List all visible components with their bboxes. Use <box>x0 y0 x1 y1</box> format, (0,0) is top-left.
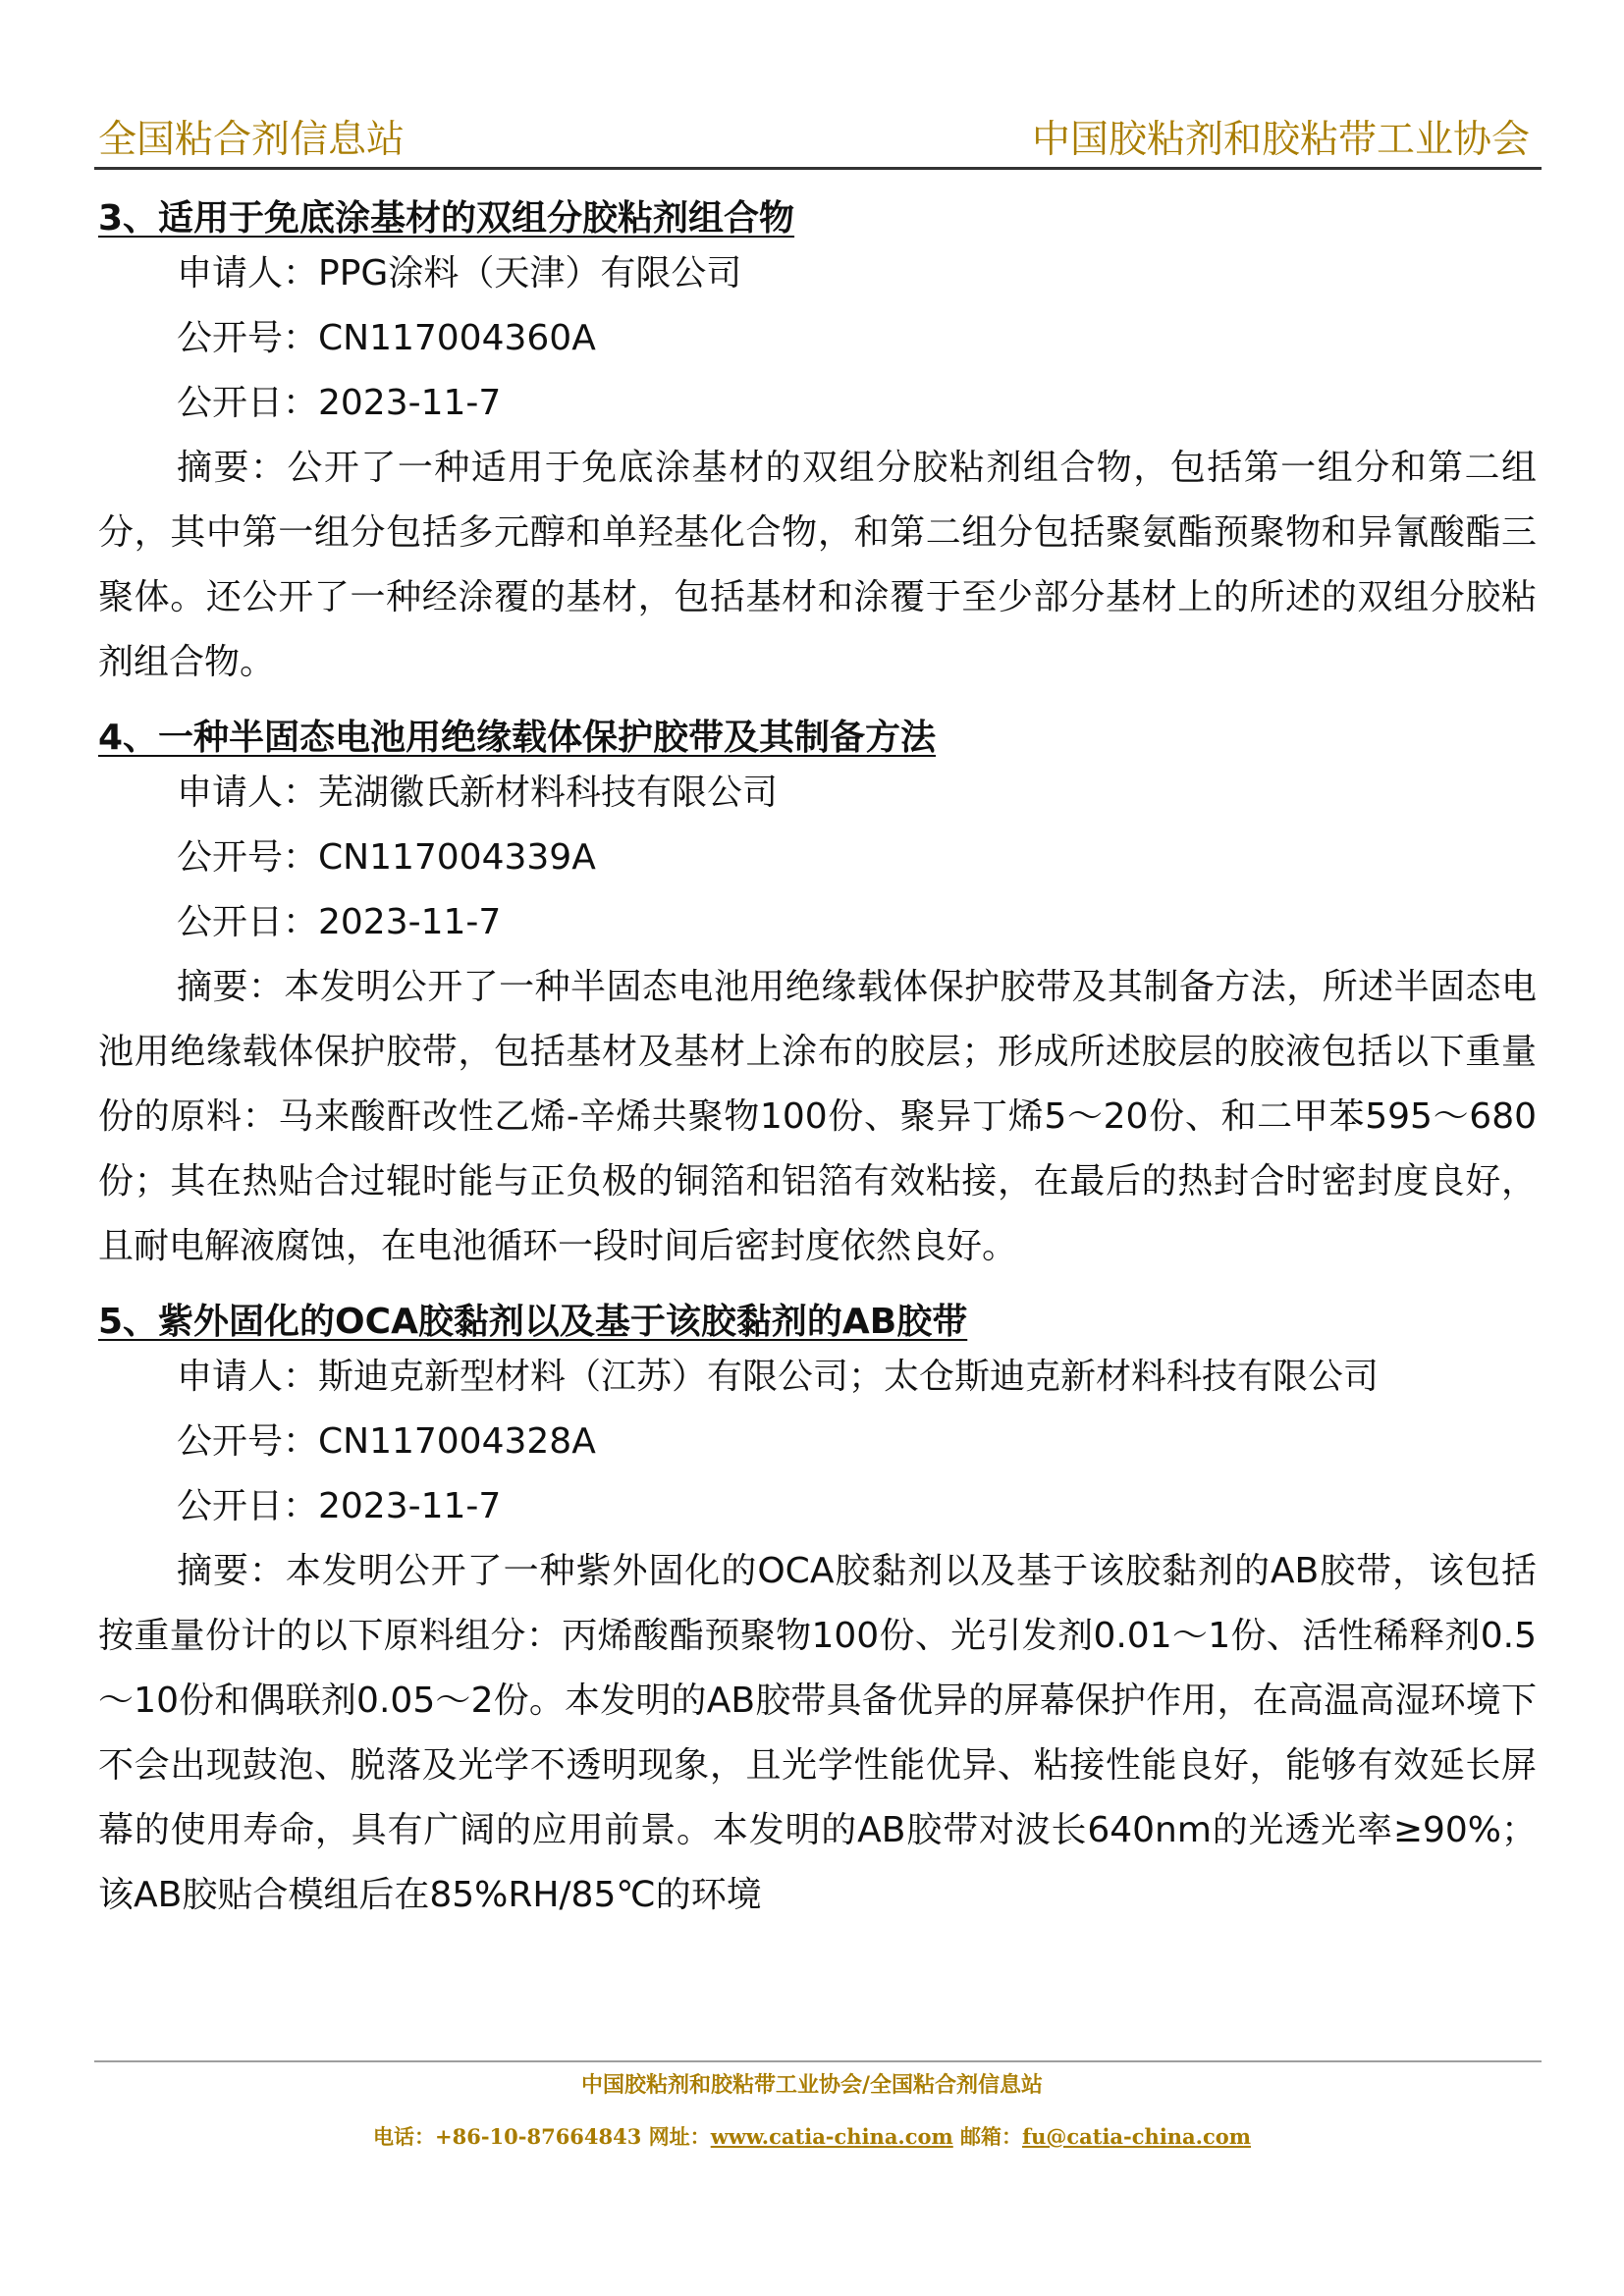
patent-abstract: 摘要：本发明公开了一种紫外固化的OCA胶黏剂以及基于该胶黏剂的AB胶带，该包括按重量份计的以下原料组分：丙烯酸酯预聚物100份、光引发剂0.01～1份、活性稀释剂0.5～10份和偶联剂0.05～2份。本发明的AB胶带具备优异的屏幕保护作用，在高温高湿环境下不会出现鼓泡、脱落及光学不透明现象，且光学性能优异、粘接性能良好，能够有效延长屏幕的使用寿命，具有广阔的应用前景。本发明的AB胶带对波长640nm的光透光率≥90%；该AB胶贴合模组后在85%RH/85℃的环境 <box>98 1551 1537 1915</box>
header-divider <box>94 167 1542 170</box>
patent-entry <box>98 716 1537 1279</box>
patent-applicant: 申请人：PPG涂料（天津）有限公司 <box>177 253 742 294</box>
header-association-name: 中国胶粘剂和胶粘带工业协会 <box>1031 118 1530 162</box>
patent-abstract: 摘要：本发明公开了一种半固态电池用绝缘载体保护胶带及其制备方法，所述半固态电池用绝缘载体保护胶带，包括基材及基材上涂布的胶层；形成所述胶层的胶液包括以下重量份的原料：马来酸酐改性乙烯-辛烯共聚物100份、聚异丁烯5～20份、和二甲苯595～680份；其在热贴合过辊时能与正负极的铜箔和铝箔有效粘接，在最后的热封合时密封度良好，且耐电解液腐蚀，在电池循环一段时间后密封度依然良好。 <box>98 967 1537 1266</box>
patent-applicant: 申请人：芜湖徽氏新材料科技有限公司 <box>177 773 779 813</box>
patent-publication-number: 公开号：CN117004328A <box>177 1421 596 1462</box>
patent-publication-number: 公开号：CN117004360A <box>177 318 596 358</box>
footer-website-link[interactable]: www.catia-china.com <box>710 2124 953 2149</box>
document-body <box>98 173 1537 1928</box>
patent-title: 5、紫外固化的OCA胶黏剂以及基于该胶黏剂的AB胶带 <box>98 1302 968 1342</box>
patent-title: 3、适用于免底涂基材的双组分胶粘剂组合物 <box>98 198 795 239</box>
footer-email-label: 邮箱： <box>952 2124 1023 2149</box>
patent-entry <box>98 196 1537 695</box>
header-site-name: 全国粘合剂信息站 <box>98 118 406 162</box>
patent-entry <box>98 1300 1537 1928</box>
patent-publication-date: 公开日：2023-11-7 <box>177 1486 502 1526</box>
patent-publication-date: 公开日：2023-11-7 <box>177 383 502 423</box>
patent-title: 4、一种半固态电池用绝缘载体保护胶带及其制备方法 <box>98 718 937 758</box>
patent-publication-date: 公开日：2023-11-7 <box>177 902 502 942</box>
footer-contact <box>0 2122 1624 2152</box>
footer-organization: 中国胶粘剂和胶粘带工业协会/全国粘合剂信息站 <box>580 2072 1044 2098</box>
footer-email-link[interactable]: fu@catia-china.com <box>1022 2124 1251 2149</box>
footer-phone: 电话：+86-10-87664843 网址： <box>373 2124 711 2149</box>
patent-publication-number: 公开号：CN117004339A <box>177 837 596 878</box>
footer-divider <box>94 2060 1542 2062</box>
patent-abstract: 摘要：公开了一种适用于免底涂基材的双组分胶粘剂组合物，包括第一组分和第二组分，其中第一组分包括多元醇和单羟基化合物，和第二组分包括聚氨酯预聚物和异氰酸酯三聚体。还公开了一种经涂覆的基材，包括基材和涂覆于至少部分基材上的所述的双组分胶粘剂组合物。 <box>98 448 1537 682</box>
patent-applicant: 申请人：斯迪克新型材料（江苏）有限公司；太仓斯迪克新材料科技有限公司 <box>177 1357 1380 1397</box>
